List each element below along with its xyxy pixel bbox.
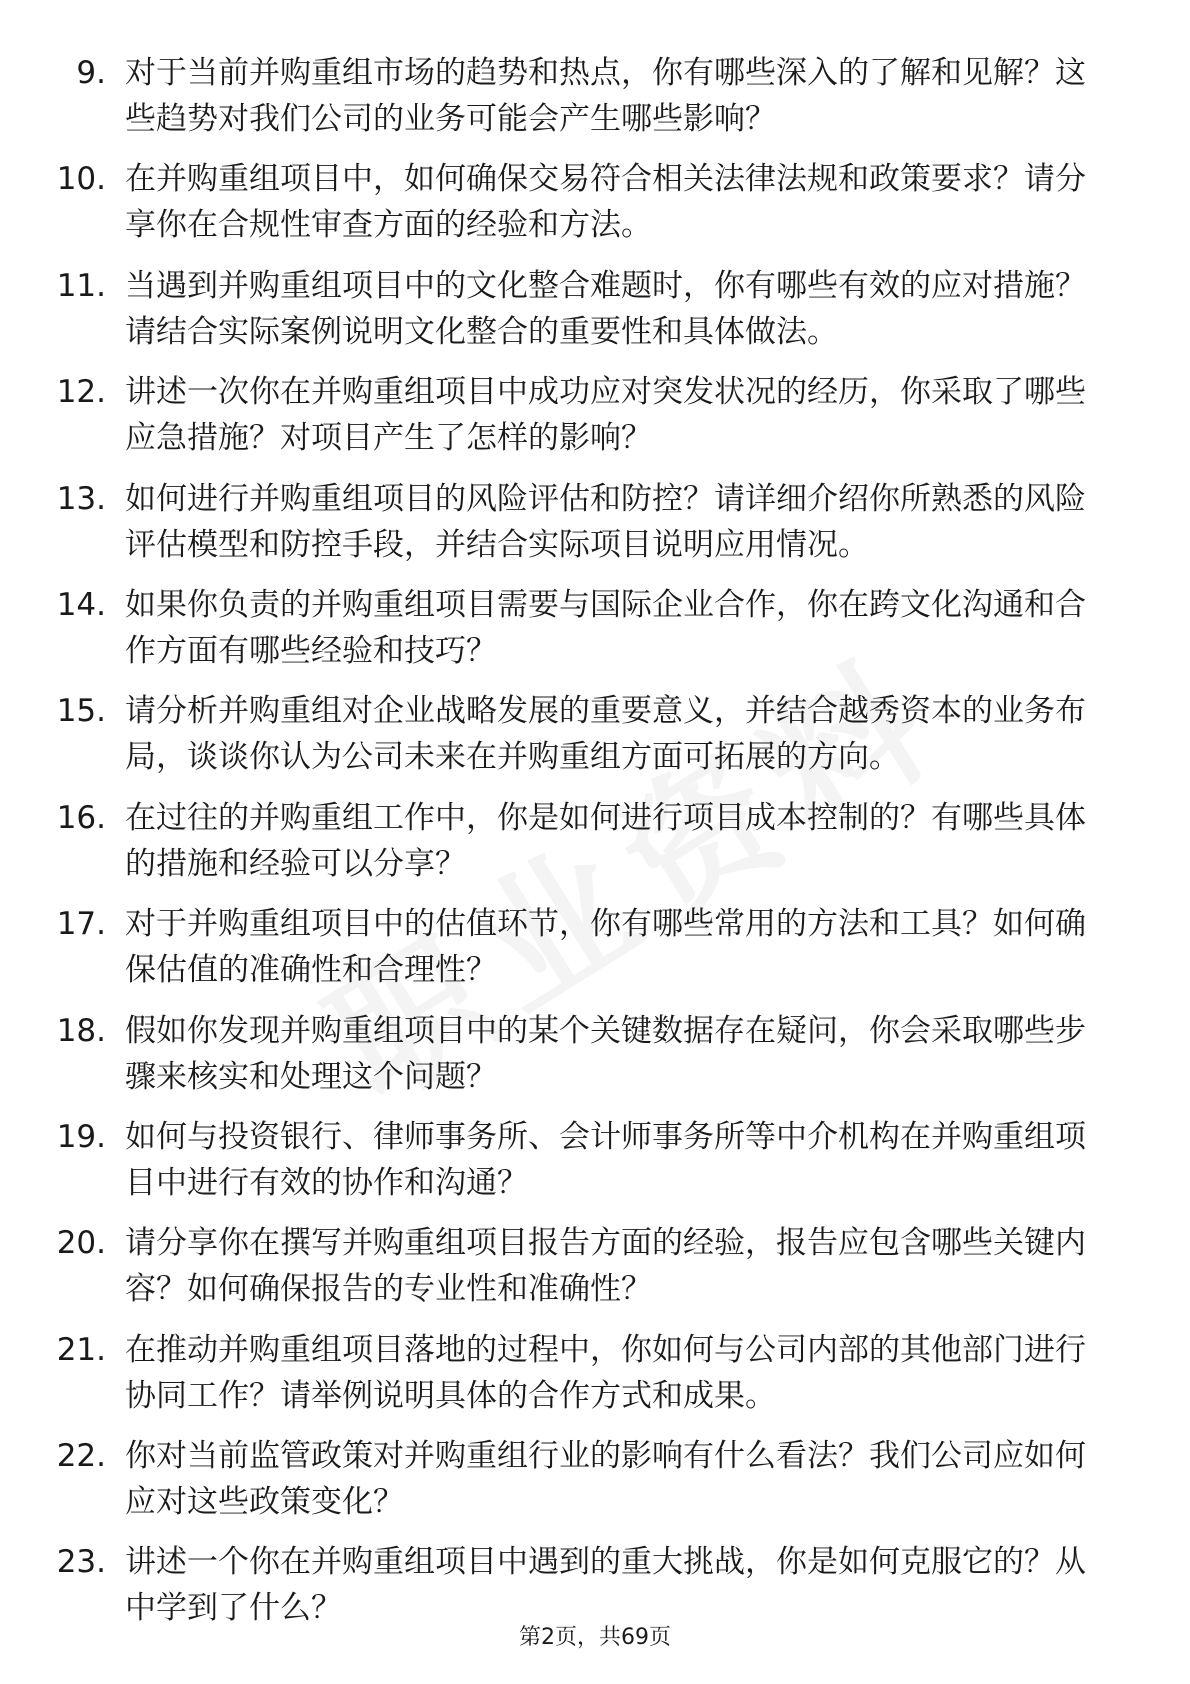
- list-item: [0, 50, 1190, 156]
- list-item: [0, 1433, 1190, 1539]
- question-list: [0, 50, 1190, 1646]
- list-item: [0, 1327, 1190, 1433]
- list-item: [0, 582, 1190, 688]
- question-number: 11.: [56, 267, 106, 304]
- question-text: 讲述一个你在并购重组项目中遇到的重大挑战，你是如何克服它的？从中学到了什么？: [125, 1544, 1086, 1627]
- question-text: 如果你负责的并购重组项目需要与国际企业合作，你在跨文化沟通和合作方面有哪些经验和技巧？: [125, 586, 1086, 669]
- question-text: 对于当前并购重组市场的趋势和热点，你有哪些深入的了解和见解？这些趋势对我们公司的业务可能会产生哪些影响？: [125, 55, 1086, 137]
- list-item: [0, 156, 1190, 262]
- list-item: [0, 1220, 1190, 1326]
- list-item: [0, 263, 1190, 369]
- question-number: 12.: [56, 374, 106, 411]
- question-number: 19.: [56, 1118, 106, 1155]
- page-footer: 第2页，共69页: [519, 1625, 671, 1650]
- question-text: 对于并购重组项目中的估值环节，你有哪些常用的方法和工具？如何确保估值的准确性和合理性？: [125, 906, 1086, 989]
- question-number: 14.: [56, 586, 106, 623]
- question-number: 18.: [56, 1012, 106, 1049]
- question-text: 假如你发现并购重组项目中的某个关键数据存在疑问，你会采取哪些步骤来核实和处理这个问题？: [125, 1012, 1086, 1095]
- question-number: 21.: [56, 1331, 106, 1368]
- question-number: 17.: [56, 906, 106, 943]
- list-item: [0, 901, 1190, 1007]
- list-item: [0, 795, 1190, 901]
- question-text: 在并购重组项目中，如何确保交易符合相关法律法规和政策要求？请分享你在合规性审查方面的经验和方法。: [125, 161, 1086, 244]
- question-text: 请分析并购重组对企业战略发展的重要意义，并结合越秀资本的业务布局，谈谈你认为公司未来在并购重组方面可拓展的方向。: [125, 693, 1086, 776]
- question-number: 15.: [56, 693, 106, 730]
- question-text: 在推动并购重组项目落地的过程中，你如何与公司内部的其他部门进行协同工作？请举例说明具体的合作方式和成果。: [125, 1331, 1086, 1414]
- question-text: 讲述一次你在并购重组项目中成功应对突发状况的经历，你采取了哪些应急措施？对项目产生了怎样的影响？: [125, 374, 1086, 457]
- list-item: [0, 1008, 1190, 1114]
- question-text: 请分享你在撰写并购重组项目报告方面的经验，报告应包含哪些关键内容？如何确保报告的专业性和准确性？: [125, 1225, 1086, 1308]
- question-text: 在过往的并购重组工作中，你是如何进行项目成本控制的？有哪些具体的措施和经验可以分享？: [125, 799, 1086, 882]
- question-number: 20.: [56, 1225, 106, 1262]
- list-item: [0, 476, 1190, 582]
- question-number: 13.: [56, 480, 106, 517]
- question-number: 22.: [56, 1438, 106, 1475]
- question-text: 当遇到并购重组项目中的文化整合难题时，你有哪些有效的应对措施？请结合实际案例说明文化整合的重要性和具体做法。: [125, 267, 1086, 350]
- list-item: [0, 1114, 1190, 1220]
- question-number: 23.: [56, 1544, 106, 1581]
- question-number: 9.: [76, 55, 106, 91]
- list-item: [0, 369, 1190, 475]
- question-number: 16.: [56, 799, 106, 836]
- list-item: [0, 688, 1190, 794]
- question-text: 如何与投资银行、律师事务所、会计师事务所等中介机构在并购重组项目中进行有效的协作和沟通？: [125, 1118, 1086, 1201]
- question-text: 你对当前监管政策对并购重组行业的影响有什么看法？我们公司应如何应对这些政策变化？: [125, 1438, 1086, 1521]
- question-text: 如何进行并购重组项目的风险评估和防控？请详细介绍你所熟悉的风险评估模型和防控手段，并结合实际项目说明应用情况。: [125, 480, 1086, 563]
- question-number: 10.: [56, 161, 106, 198]
